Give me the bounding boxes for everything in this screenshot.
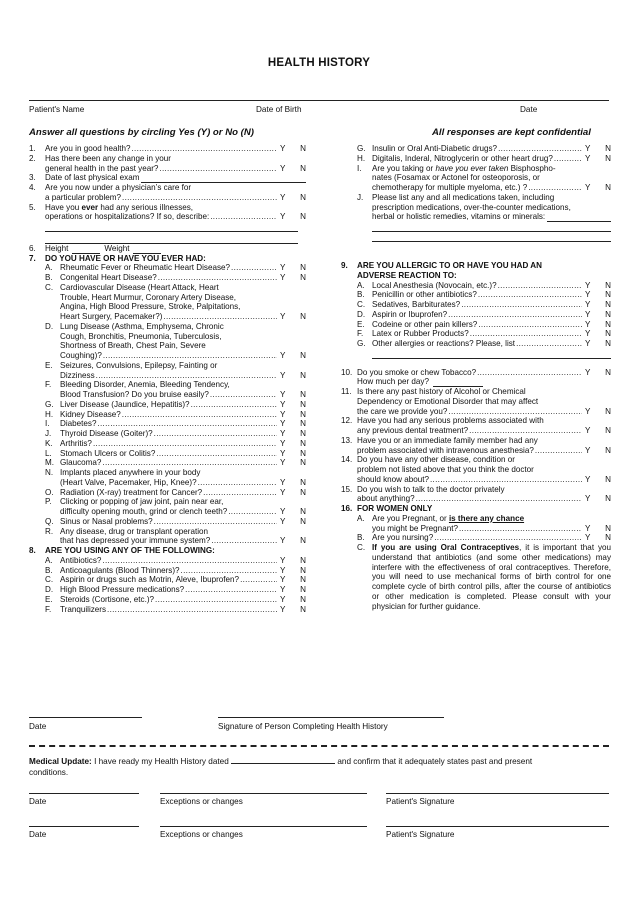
question-15: 15. Do you wish to talk to the doctor privately — [341, 484, 505, 494]
yes-no-choice[interactable]: Y N — [585, 183, 611, 192]
yes-no-choice[interactable]: Y N — [280, 409, 306, 419]
yes-no-choice[interactable]: Y N — [585, 494, 611, 504]
yes-no-choice[interactable]: Y N — [280, 536, 306, 546]
left-column: 1. Are you in good health? ..... Y N 2. Has there been any change in your general health in the past year? ..... Y N 3. Date of last physical exam 4. Are you now under a physician’s care for a particular problem? ..... Y N 5. Have you ever had any serious illnesses, operations or hospitalizations? If so, describe: ..... Y N 6. Height Weight 7. DO YOU HAVE OR HAVE YOU EVER HAD: A. Rheumatic Fever or Rheumatic Heart Disease? ..... Y N B. Congenital Heart Disease? ..... Y N C. Cardiovascular Disease (Heart Attack, Heart Trouble, Heart Murmur, Coronary Artery Disease, Angina, High Blood Pressure, Stroke, Palpitations, Heart Surgery, Pacemaker?) ..... Y N D. Lung Disease (Asthma, Emphysema, Chronic Cough, Bronchitis, Pneumonia, Tuberculosis, Shortness of Breath, Chest Pain, Severe Coughing)? ..... Y N E. Seizures, Convulsions, Epilepsy, Fainting or Dizziness ..... Y N F. Bleeding Disorder, Anemia, Bleeding Tendency, Blood Transfusion? Do you bruise easily? ..... Y N G. Liver Disease (Jaundice, Hepatitis)? ..... Y N H. Kidney Disease? ..... Y N I. Diabetes? ..... Y N J. Thyroid Disease (Goiter)? ..... Y N K. Arthritis? ..... Y N L. Stomach Ulcers or Colitis? ..... Y N M. Glaucoma? ..... Y N N. Implants placed anywhere in your body (Heart Valve, Pacemaker, Hip, Knee)? ..... Y N O. Radiation (X-ray) treatment for Cancer? ..... Y N P. Clicking or popping of jaw joint, pain near ear, difficulty opening mouth, grind or clench teeth? ..... Y N Q. Sinus or Nasal problems? ..... Y N R. Any disease, drug or transplant operation that has depressed your immune system? ..... Y N 8. ARE YOU USING ANY OF THE FOLLOWING: A. Antibiotics? ..... Y N B. Anticoagulants (Blood Thinners)? ..... Y N C. Aspirin or drugs such as Motrin, Aleve, Ibuprofen? ..... Y N D. High Blood Pressure medications? ..... Y N E. Steroids (Cortisone, etc.)? ..... Y N F. Tranquilizers ..... Y N — [29, 144, 306, 614]
q8-item-c: C. Aspirin or drugs such as Motrin, Aleve, Ibuprofen? ..... Y N — [29, 575, 306, 585]
yes-no-choice[interactable]: Y N — [280, 263, 306, 273]
weight-field[interactable] — [133, 245, 161, 254]
q7-item-o: O. Radiation (X-ray) treatment for Cancer? ..... Y N — [29, 488, 306, 498]
q7-item-j: J. Thyroid Disease (Goiter)? ..... Y N — [29, 429, 306, 439]
yes-no-choice[interactable]: Y N — [280, 390, 306, 399]
q9-item-e: E. Codeine or other pain killers? ..... Y N — [341, 320, 611, 330]
question-16-heading: 16. FOR WOMEN ONLY — [341, 504, 433, 513]
right-column: G. Insulin or Oral Anti-Diabetic drugs? ..... Y N H. Digitalis, Inderal, Nitroglycerin or other heart drug? ..... Y N I. Are you taking or have you ever taken Bisphospho- nates (Fosamax or Actonel for osteoporosis, or chemotherapy for multiple myeloma, etc.) ? ..... Y N J. Please list any and all medications taken, including prescription medications, over-the-counter medications, herbal or holistic remedies, vitamins or minerals: 9. ARE YOU ALLERGIC TO OR HAVE YOU HAD AN ADVERSE REACTION TO: A. Local Anesthesia (Novocain, etc.)? ..... Y N B. Penicillin or other antibiotics? ..... Y N C. Sedatives, Barbiturates? ..... Y N D. Aspirin or Ibuprofen? ..... Y N E. Codeine or other pain killers? ..... Y N F. Latex or Rubber Products? ..... Y N G. Other allergies or reactions? Please, list ..... Y N 10. Do you smoke or chew Tobacco? ..... Y N How much per day? 11. Is there any past history of Alcohol or Chemical Dependency or Emotional Disorder that may affect the care we provide you? ..... Y N 12. Have you had any serious problems associated with any previous dental treatment? ..... Y N 13. Have you or an immediate family member had any problem associated with intravenous anesthesia? ..... Y N 14. Do you have any other disease, condition or problem not listed above that you think the doctor should know about? ..... Y N 15. Do you wish to talk to the doctor privately about anything? ..... Y N 16. FOR WOMEN ONLY A. Are you Pregnant, or is there any chance you might be Pregnant? ..... Y N B. Are you nursing? ..... Y N C. If you are using Oral Contraceptives, it is important that you understand that antibiotics (and some other medications) may interfere with the effectiveness of oral contraceptives. Therefore, you will need to use mechanical forms of birth control for one complete cycle of birth control pills, after the course of antibiotics or other medication is completed. Please consult with your physician for further guidance. — [341, 144, 611, 611]
yes-no-choice[interactable]: Y N — [280, 144, 306, 153]
yes-no-choice[interactable]: Y N — [585, 406, 611, 416]
yes-no-choice[interactable]: Y N — [585, 329, 611, 339]
question-3: 3. Date of last physical exam — [29, 173, 306, 183]
yes-no-choice[interactable]: Y N — [585, 144, 611, 153]
question-9-heading: 9. ARE YOU ALLERGIC TO OR HAVE YOU HAD AN — [341, 261, 542, 270]
update-changes-line[interactable] — [160, 793, 367, 794]
yes-no-choice[interactable]: Y N — [585, 474, 611, 484]
question-4: 4. Are you now under a physician’s care for — [29, 183, 192, 192]
yes-no-choice[interactable]: Y N — [585, 290, 611, 300]
update-date-field[interactable] — [231, 755, 335, 764]
question-13: 13. Have you or an immediate family member had any — [341, 435, 538, 445]
question-7-heading: 7. DO YOU HAVE OR HAVE YOU EVER HAD: — [29, 253, 206, 263]
yes-no-choice[interactable]: Y N — [280, 351, 306, 360]
q7-item-n: N. Implants placed anywhere in your body — [45, 468, 201, 477]
update-changes-line[interactable] — [160, 826, 367, 827]
dob-label: Date of Birth — [256, 105, 302, 114]
q9-item-b: B. Penicillin or other antibiotics? ..... Y N — [341, 290, 611, 300]
question-10: 10. Do you smoke or chew Tobacco? ..... Y N — [341, 368, 611, 378]
update-date-label: Date — [29, 797, 47, 806]
question-2: 2. Has there been any change in your — [29, 153, 171, 163]
update-signature-line[interactable] — [386, 826, 609, 827]
update-signature-label: Patient's Signature — [386, 797, 455, 806]
question-5: 5. Have you ever had any serious illnesses, — [29, 202, 194, 212]
signature-date-label: Date — [29, 722, 47, 731]
tobacco-amount-field[interactable] — [433, 378, 483, 387]
medications-field[interactable] — [372, 233, 611, 242]
yes-no-choice[interactable]: Y N — [280, 507, 306, 516]
question-1: 1. Are you in good health? ..... Y N — [29, 144, 306, 154]
yes-no-choice[interactable]: Y N — [585, 533, 611, 543]
update-date-line[interactable] — [29, 793, 139, 794]
q7-item-h: H. Kidney Disease? ..... Y N — [29, 410, 306, 420]
oral-contraceptive-note: If you are using Oral Contraceptives, it is important that you understand that antibiotics (and some other medications) may interfere with the effectiveness of oral contraceptives. Therefore, you will need to use mechanical forms of birth control for one complete cycle of birth control pills, after the course of antibiotics or other medication is completed. Please consult with your physician for further guidance. — [372, 543, 611, 611]
update-date-label: Date — [29, 830, 47, 839]
q8-item-e: E. Steroids (Cortisone, etc.)? ..... Y N — [29, 595, 306, 605]
question-12: 12. Have you had any serious problems associated with — [341, 416, 544, 426]
yes-no-choice[interactable]: Y N — [280, 604, 306, 614]
describe-field[interactable] — [45, 235, 298, 244]
yes-no-choice[interactable]: Y N — [585, 309, 611, 319]
q8-item-f: F. Tranquilizers ..... Y N — [29, 605, 306, 615]
medications-field[interactable] — [372, 223, 611, 232]
yes-no-choice[interactable]: Y N — [280, 487, 306, 497]
yes-no-choice[interactable]: Y N — [280, 419, 306, 429]
q8-item-b: B. Anticoagulants (Blood Thinners)? ..... Y N — [29, 566, 306, 576]
yes-no-choice[interactable]: Y N — [585, 153, 611, 163]
patient-name-label: Patient's Name — [29, 105, 85, 114]
yes-no-choice[interactable]: Y N — [280, 399, 306, 409]
page-title: HEALTH HISTORY — [267, 57, 371, 69]
yes-no-choice[interactable]: Y N — [585, 426, 611, 435]
date-line — [29, 717, 142, 718]
q8-item-h: H. Digitalis, Inderal, Nitroglycerin or other heart drug? ..... Y N — [341, 154, 611, 164]
yes-no-choice[interactable]: Y N — [585, 280, 611, 290]
yes-no-choice[interactable]: Y N — [585, 319, 611, 329]
q7-item-i: I. Diabetes? ..... Y N — [29, 419, 306, 429]
yes-no-choice[interactable]: Y N — [280, 312, 306, 321]
header-rule — [29, 100, 609, 101]
yes-no-choice[interactable]: Y N — [585, 445, 611, 455]
yes-no-choice[interactable]: Y N — [280, 565, 306, 575]
signature-line[interactable] — [218, 717, 444, 718]
q7-item-f: F. Bleeding Disorder, Anemia, Bleeding Tendency, — [45, 380, 230, 390]
q16-item-c: C. If you are using Oral Contraceptives, it is important that you understand that antibiotics (and some other medications) may interfere with the effectiveness of oral contraceptives. Therefore, you will need to use mechanical forms of birth control for one complete cycle of birth control pills, after the course of antibiotics or other medication is completed. Please consult with your physician for further guidance. — [357, 543, 611, 611]
yes-no-choice[interactable]: Y N — [280, 575, 306, 585]
q8-item-j: J. Please list any and all medications taken, including — [357, 192, 555, 202]
date-label: Date — [520, 105, 538, 114]
yes-no-choice[interactable]: Y N — [585, 339, 611, 348]
q7-item-d: D. Lung Disease (Asthma, Emphysema, Chronic — [45, 321, 224, 331]
yes-no-choice[interactable]: Y N — [280, 438, 306, 448]
update-date-line[interactable] — [29, 826, 139, 827]
q9-item-f: F. Latex or Rubber Products? ..... Y N — [341, 329, 611, 339]
instructions-right: All responses are kept confidential — [432, 127, 591, 138]
q8-item-g: G. Insulin or Oral Anti-Diabetic drugs? ..... Y N — [341, 144, 611, 154]
update-signature-line[interactable] — [386, 793, 609, 794]
height-field[interactable] — [72, 245, 100, 254]
instructions-left: Answer all questions by circling Yes (Y) or No (N) — [29, 127, 254, 138]
q7-item-g: G. Liver Disease (Jaundice, Hepatitis)? ..... Y N — [29, 400, 306, 410]
yes-no-choice[interactable]: Y N — [280, 273, 306, 282]
yes-no-choice[interactable]: Y N — [280, 370, 306, 380]
q7-item-q: Q. Sinus or Nasal problems? ..... Y N — [29, 517, 306, 527]
yes-no-choice[interactable]: Y N — [280, 477, 306, 487]
describe-field[interactable] — [45, 223, 298, 232]
yes-no-choice[interactable]: Y N — [280, 212, 306, 222]
signature-label: Signature of Person Completing Health History — [218, 722, 388, 731]
q16-item-b: B. Are you nursing? ..... Y N — [341, 533, 611, 543]
q7-item-e: E. Seizures, Convulsions, Epilepsy, Fainting or — [45, 360, 218, 370]
q9-item-g: G. Other allergies or reactions? Please, list ..... Y N — [341, 339, 611, 349]
exam-date-field[interactable] — [141, 174, 306, 183]
q9-item-c: C. Sedatives, Barbiturates? ..... Y N — [341, 300, 611, 310]
question-6: 6. Height Weight — [29, 244, 306, 254]
q7-item-p: P. Clicking or popping of jaw joint, pain near ear, — [45, 497, 224, 507]
yes-no-choice[interactable]: Y N — [585, 367, 611, 377]
q7-item-l: L. Stomach Ulcers or Colitis? ..... Y N — [29, 449, 306, 459]
medications-field[interactable] — [547, 213, 611, 222]
q16-item-a: A. Are you Pregnant, or is there any chance — [357, 513, 525, 523]
q8-item-a: A. Antibiotics? ..... Y N — [29, 556, 306, 566]
q8-item-i: I. Are you taking or have you ever taken Bisphospho- — [357, 163, 556, 173]
yes-no-choice[interactable]: Y N — [280, 555, 306, 565]
medical-update: Medical Update: I have ready my Health History dated and confirm that it adequately states past and present conditions. — [29, 757, 533, 777]
q9-item-d: D. Aspirin or Ibuprofen? ..... Y N — [341, 310, 611, 320]
q7-item-a: A. Rheumatic Fever or Rheumatic Heart Disease? ..... Y N — [29, 263, 306, 273]
yes-no-choice[interactable]: Y N — [280, 192, 306, 202]
cut-line — [29, 745, 609, 747]
allergies-field[interactable] — [372, 350, 611, 359]
q7-item-b: B. Congenital Heart Disease? ..... Y N — [29, 273, 306, 283]
yes-no-choice[interactable]: Y N — [280, 448, 306, 458]
question-14: 14. Do you have any other disease, condition or — [341, 455, 515, 465]
q7-item-c: C. Cardiovascular Disease (Heart Attack, Heart — [45, 282, 219, 292]
yes-no-choice[interactable]: Y N — [280, 163, 306, 173]
q7-item-k: K. Arthritis? ..... Y N — [29, 439, 306, 449]
update-changes-label: Exceptions or changes — [160, 830, 243, 839]
question-8-heading: 8. ARE YOU USING ANY OF THE FOLLOWING: — [29, 546, 215, 555]
update-changes-label: Exceptions or changes — [160, 797, 243, 806]
yes-no-choice[interactable]: Y N — [280, 458, 306, 468]
yes-no-choice[interactable]: Y N — [585, 523, 611, 533]
yes-no-choice[interactable]: Y N — [280, 594, 306, 604]
yes-no-choice[interactable]: Y N — [280, 516, 306, 526]
q8-item-d: D. High Blood Pressure medications? ..... Y N — [29, 585, 306, 595]
q9-item-a: A. Local Anesthesia (Novocain, etc.)? ..... Y N — [341, 281, 611, 291]
q7-item-m: M. Glaucoma? ..... Y N — [29, 458, 306, 468]
question-11: 11. Is there any past history of Alcohol or Chemical — [341, 387, 526, 396]
yes-no-choice[interactable]: Y N — [280, 429, 306, 438]
q7-item-r: R. Any disease, drug or transplant operation — [45, 526, 209, 536]
yes-no-choice[interactable]: Y N — [585, 300, 611, 309]
yes-no-choice[interactable]: Y N — [280, 585, 306, 594]
update-signature-label: Patient's Signature — [386, 830, 455, 839]
